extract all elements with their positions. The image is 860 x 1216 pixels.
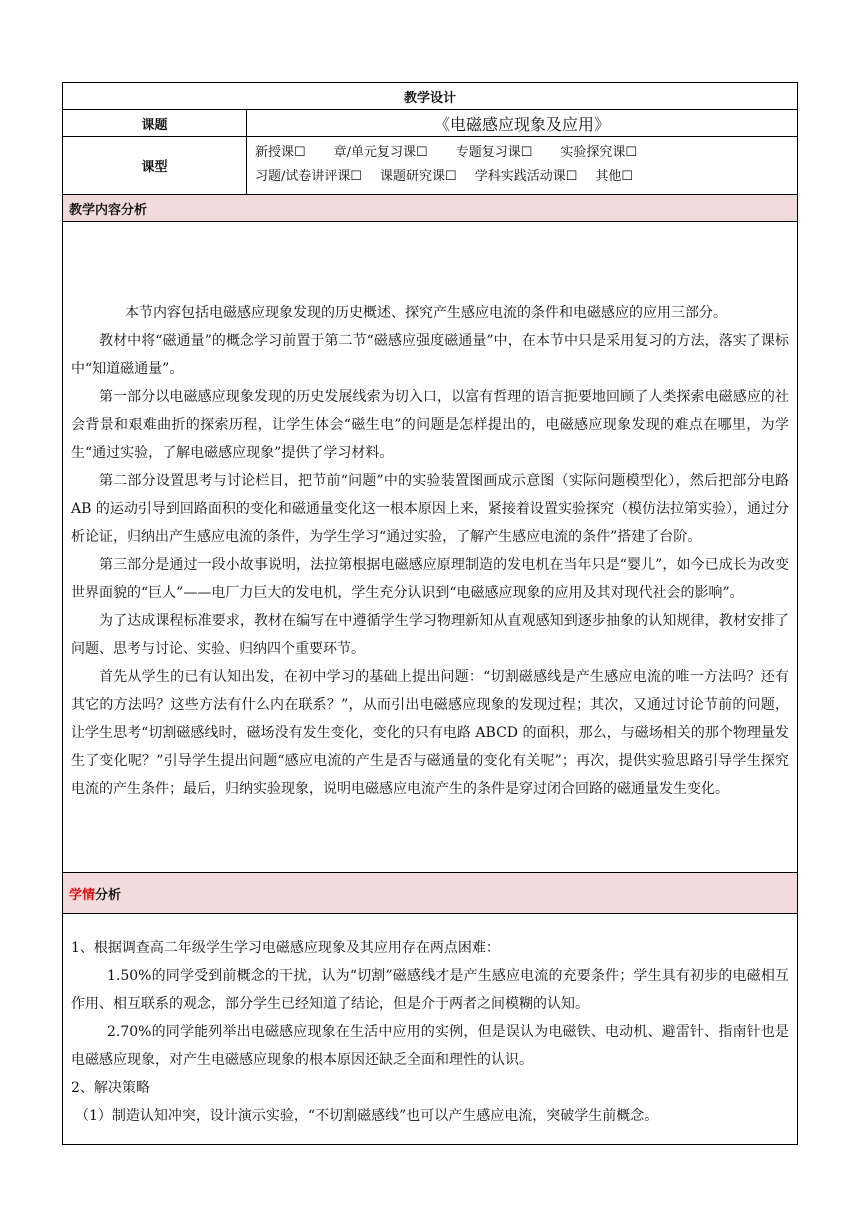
- lesson-type-option: 课题研究课☐: [380, 169, 457, 184]
- learner-analysis-body: [63, 914, 798, 1145]
- lesson-type-option: 其他☐: [595, 169, 634, 184]
- content-paragraph: 教材中将“磁通量”的概念学习前置于第二节“磁感应强度磁通量”中，在本节中只是采用复习的方法，落实了课标中“知道磁通量”。: [71, 333, 789, 377]
- lesson-type-option: 学科实践活动课☐: [474, 169, 578, 184]
- learner-line: （1）制造认知冲突，设计演示实验，“不切割磁感线”也可以产生感应电流，突破学生前概念。: [75, 1108, 659, 1124]
- content-paragraph: 首先从学生的已有认知出发，在初中学习的基础上提出问题：“切割磁感线是产生感应电流的唯一方法吗？还有其它的方法吗？这些方法有什么内在联系？”，从而引出电磁感应现象的发现过程；其次，又通过讨论节前的问题，让学生思考“切割磁感线时，磁场没有发生变化，变化的只有电路 ABCD 的面积，那么，与磁场相关的那个物理量发生了变化呢？”引导学生提出问题“感应电流的产生是否与磁通量的变化有关呢”；再次，提供实验思路引导学生探究电流的产生条件；最后，归纳实验现象，说明电磁感应电流产生的条件是穿过闭合回路的磁通量发生变化。: [71, 669, 789, 797]
- content-analysis-body-row: [63, 222, 798, 873]
- topic-value: 《电磁感应现象及应用》: [247, 110, 798, 137]
- content-paragraph: 为了达成课程标准要求，教材在编写在中遵循学生学习物理新知从直观感知到逐步抽象的认知规律，教材安排了问题、思考与讨论、实验、归纳四个重要环节。: [71, 613, 789, 657]
- content-analysis-heading: 教学内容分析: [63, 195, 798, 222]
- topic-label: 课题: [63, 110, 247, 137]
- lesson-type-option: 实验探究课☐: [560, 145, 638, 160]
- lesson-type-option: 专题复习课☐: [455, 145, 533, 160]
- lesson-type-row: [63, 137, 798, 195]
- content-paragraph: 本节内容包括电磁感应现象发现的历史概述、探究产生感应电流的条件和电磁感应的应用三部分。: [125, 305, 727, 321]
- topic-row: [63, 110, 798, 137]
- content-analysis-body: [63, 222, 798, 873]
- lesson-type-option: 章/单元复习课☐: [333, 145, 428, 160]
- table-title: 教学设计: [63, 83, 798, 110]
- learner-line: 1.50%的同学受到前概念的干扰，认为“切割”磁感线才是产生感应电流的充要条件；学生具有初步的电磁相互作用、相互联系的观念，部分学生已经知道了结论，但是介于两者之间模糊的认知。: [71, 968, 789, 1012]
- learner-analysis-heading-row: [63, 873, 798, 914]
- learner-analysis-heading: [63, 873, 798, 914]
- lesson-type-options-row-1: [255, 141, 797, 165]
- learner-heading-rest: 分析: [95, 887, 122, 903]
- content-paragraph: 第一部分以电磁感应现象发现的历史发展线索为切入口，以富有哲理的语言扼要地回顾了人类探索电磁感应的社会背景和艰难曲折的探索历程，让学生体会“磁生电”的问题是怎样提出的，电磁感应现象发现的难点在哪里，为学生“通过实验，了解电磁感应现象”提供了学习材料。: [71, 389, 789, 461]
- lesson-type-label: 课型: [63, 137, 247, 195]
- content-paragraph: 第三部分是通过一段小故事说明，法拉第根据电磁感应原理制造的发电机在当年只是“婴儿”，如今已成长为改变世界面貌的“巨人”——电厂力巨大的发电机，学生充分认识到“电磁感应现象的应用及其对现代社会的影响”。: [71, 557, 789, 601]
- learner-line: 1、根据调查高二年级学生学习电磁感应现象及其应用存在两点困难：: [71, 940, 500, 956]
- lesson-design-table: [62, 82, 798, 1145]
- learner-heading-highlight: 学情: [69, 887, 96, 903]
- lesson-type-option: 新授课☐: [255, 145, 306, 160]
- content-paragraph: 第二部分设置思考与讨论栏目，把节前“问题”中的实验装置图画成示意图（实际问题模型化），然后把部分电路 AB 的运动引导到回路面积的变化和磁通量变化这一根本原因上来，紧接着设置实验探究（模仿法拉第实验），通过分析论证，归纳出产生感应电流的条件，为学生学习“通过实验，了解产生感应电流的条件”搭建了台阶。: [71, 473, 789, 545]
- learner-line: 2、解决策略: [71, 1080, 150, 1096]
- learner-line: 2.70%的同学能列举出电磁感应现象在生活中应用的实例，但是误认为电磁铁、电动机、避雷针、指南针也是电磁感应现象，对产生电磁感应现象的根本原因还缺乏全面和理性的认识。: [71, 1024, 789, 1068]
- learner-analysis-body-row: [63, 914, 798, 1145]
- lesson-type-options-row-2: [255, 165, 797, 189]
- content-analysis-heading-row: [63, 195, 798, 222]
- table-title-row: [63, 83, 798, 110]
- lesson-type-options: [247, 137, 798, 195]
- lesson-type-option: 习题/试卷讲评课☐: [255, 169, 363, 184]
